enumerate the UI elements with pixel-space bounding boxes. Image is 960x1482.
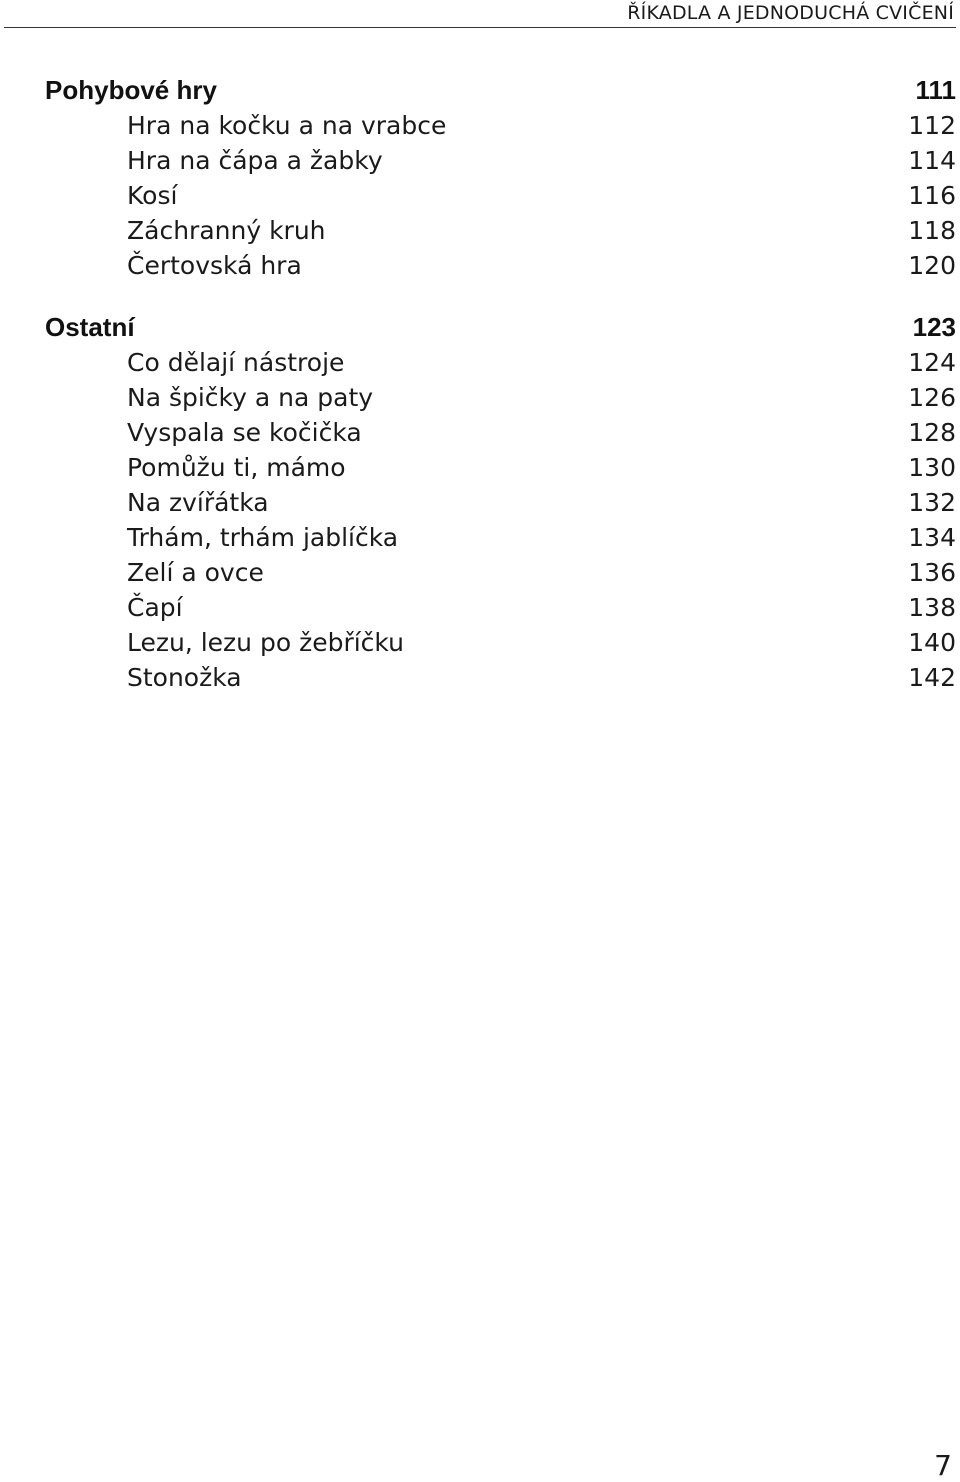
section-page-number: 123 xyxy=(912,312,956,342)
toc-entry[interactable] xyxy=(45,213,956,248)
entry-page-number: 142 xyxy=(908,663,956,692)
header-divider xyxy=(4,27,956,28)
toc-entry[interactable] xyxy=(45,660,956,695)
running-header: ŘÍKADLA A JEDNODUCHÁ CVIČENÍ xyxy=(627,2,954,24)
entry-title: Stonožka xyxy=(127,663,242,692)
toc-entry[interactable] xyxy=(45,108,956,143)
entry-page-number: 132 xyxy=(908,488,956,517)
toc-entry[interactable] xyxy=(45,520,956,555)
toc-entry[interactable] xyxy=(45,590,956,625)
toc-entry[interactable] xyxy=(45,415,956,450)
entry-title: Záchranný kruh xyxy=(127,216,326,245)
entry-title: Na špičky a na paty xyxy=(127,383,374,412)
section-title: Ostatní xyxy=(45,312,135,342)
entry-page-number: 140 xyxy=(908,628,956,657)
entry-page-number: 114 xyxy=(908,146,956,175)
toc-entry[interactable] xyxy=(45,248,956,283)
toc-entry[interactable] xyxy=(45,143,956,178)
toc-entry[interactable] xyxy=(45,450,956,485)
entry-title: Kosí xyxy=(127,181,178,210)
toc-section-heading[interactable] xyxy=(45,310,956,345)
toc-section-ostatni xyxy=(45,310,956,695)
toc-entry[interactable] xyxy=(45,555,956,590)
entry-title: Čertovská hra xyxy=(127,251,302,280)
entry-page-number: 118 xyxy=(908,216,956,245)
toc-section-pohybove-hry xyxy=(45,73,956,283)
entry-title: Čapí xyxy=(127,593,183,622)
entry-title: Hra na čápa a žabky xyxy=(127,146,383,175)
table-of-contents xyxy=(45,73,956,695)
entry-page-number: 116 xyxy=(908,181,956,210)
entry-title: Lezu, lezu po žebříčku xyxy=(127,628,404,657)
entry-page-number: 128 xyxy=(908,418,956,447)
toc-entry[interactable] xyxy=(45,485,956,520)
entry-page-number: 130 xyxy=(908,453,956,482)
toc-entry[interactable] xyxy=(45,178,956,213)
entry-page-number: 124 xyxy=(908,348,956,377)
entry-page-number: 138 xyxy=(908,593,956,622)
entry-title: Hra na kočku a na vrabce xyxy=(127,111,447,140)
entry-title: Vyspala se kočička xyxy=(127,418,362,447)
entry-title: Trhám, trhám jablíčka xyxy=(127,523,399,552)
entry-title: Na zvířátka xyxy=(127,488,269,517)
entry-page-number: 120 xyxy=(908,251,956,280)
toc-section-heading[interactable] xyxy=(45,73,956,108)
entry-page-number: 134 xyxy=(908,523,956,552)
entry-page-number: 112 xyxy=(908,111,956,140)
entry-title: Co dělají nástroje xyxy=(127,348,345,377)
entry-title: Zelí a ovce xyxy=(127,558,264,587)
entry-title: Pomůžu ti, mámo xyxy=(127,453,346,482)
entry-page-number: 126 xyxy=(908,383,956,412)
toc-entry[interactable] xyxy=(45,345,956,380)
section-page-number: 111 xyxy=(915,75,956,105)
page-number: 7 xyxy=(934,1449,952,1482)
toc-entry[interactable] xyxy=(45,625,956,660)
entry-page-number: 136 xyxy=(908,558,956,587)
toc-entry[interactable] xyxy=(45,380,956,415)
section-title: Pohybové hry xyxy=(45,75,217,105)
